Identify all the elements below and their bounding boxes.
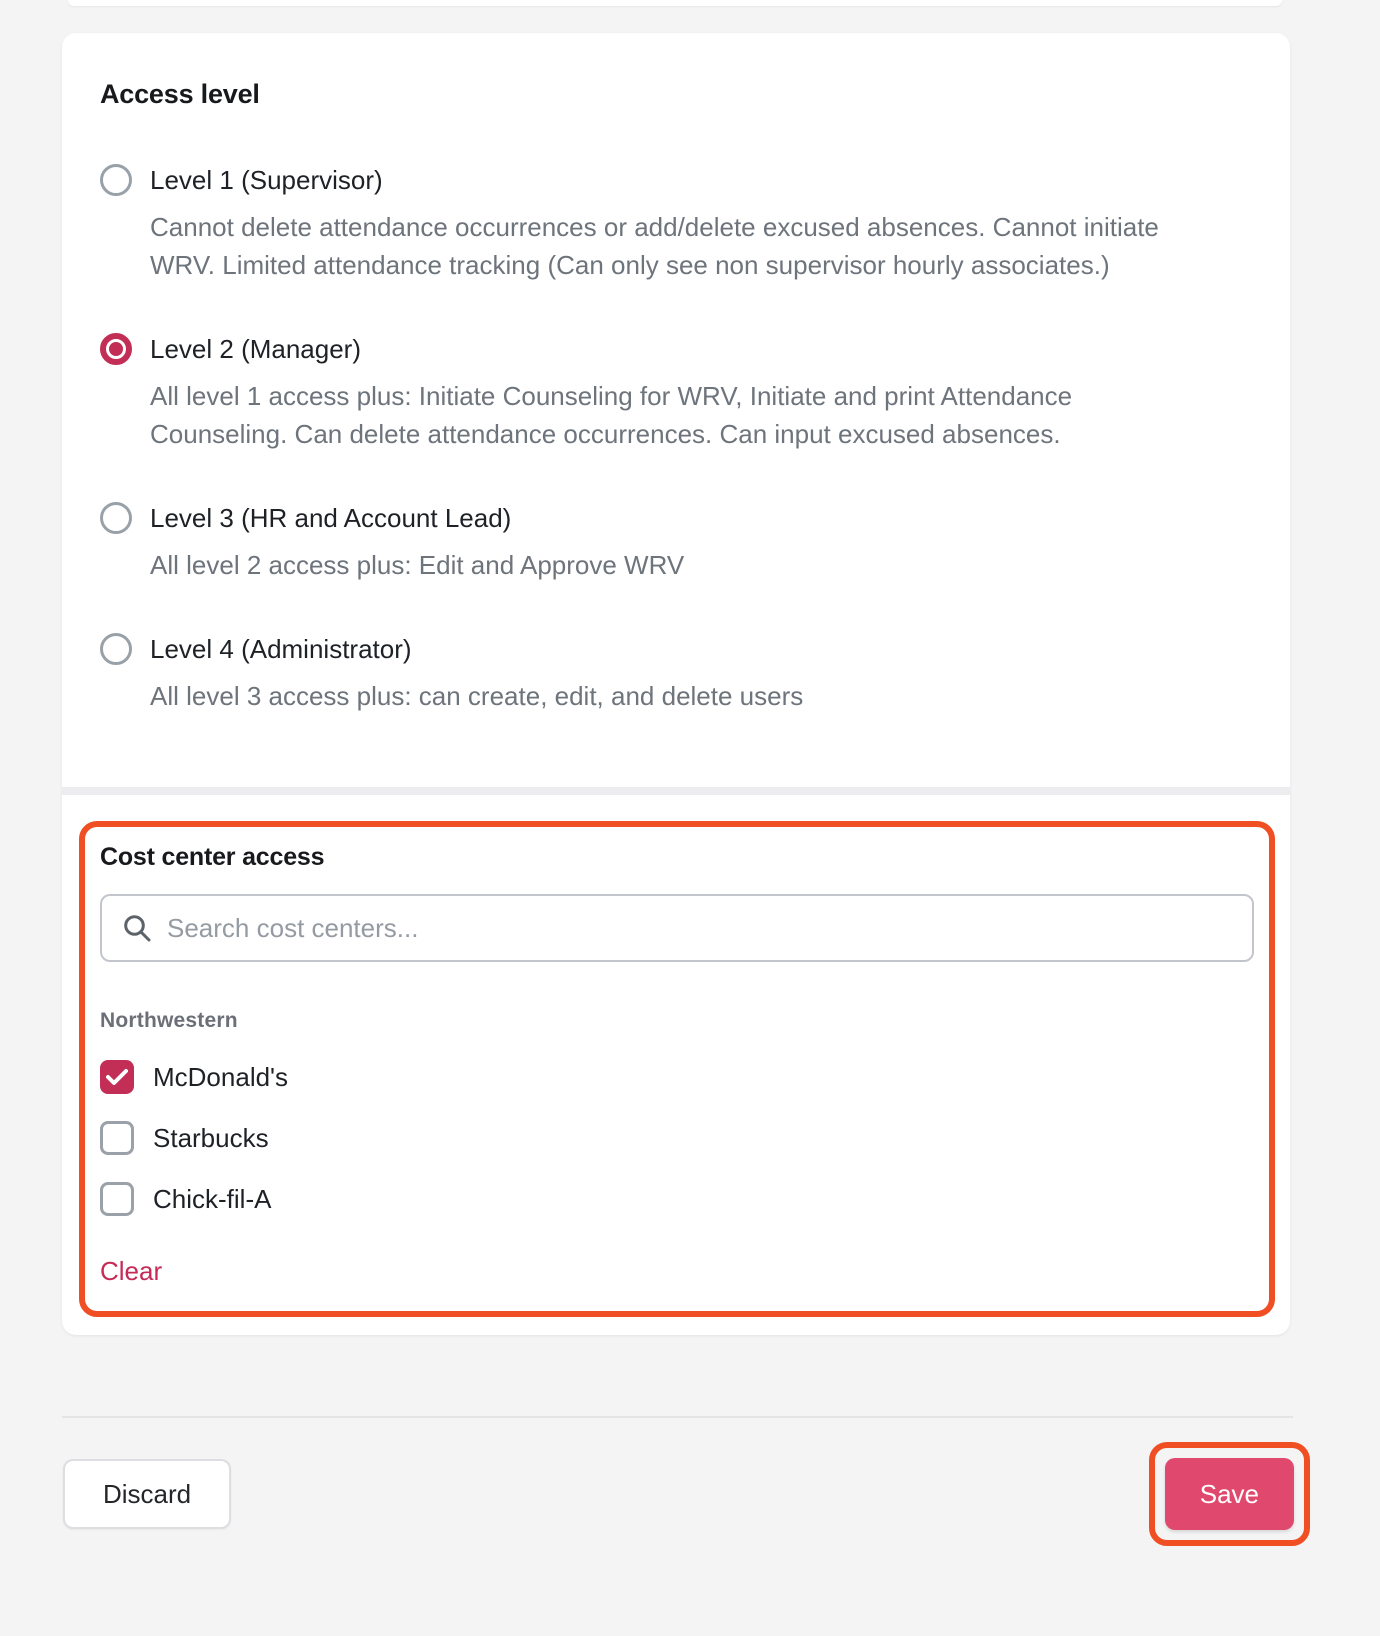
search-icon xyxy=(122,913,152,943)
save-button[interactable]: Save xyxy=(1165,1458,1294,1530)
previous-card-edge xyxy=(68,0,1282,6)
annotation-highlight-box xyxy=(79,821,1275,1317)
access-option-level4 xyxy=(100,633,1252,715)
cost-center-option-mcdonalds[interactable] xyxy=(100,1060,1254,1094)
checkbox-unchecked-icon[interactable] xyxy=(100,1121,134,1155)
access-option-level3 xyxy=(100,502,1252,584)
radio-button-icon[interactable] xyxy=(100,633,132,665)
checkbox-label: Chick-fil-A xyxy=(153,1183,272,1214)
radio-button-icon[interactable] xyxy=(100,164,132,196)
cost-center-group-label: Northwestern xyxy=(100,1009,238,1032)
checkbox-checked-icon[interactable] xyxy=(100,1060,134,1094)
access-option-level2 xyxy=(100,333,1252,453)
radio-option-description: All level 3 access plus: can create, edit, and delete users xyxy=(150,681,804,711)
radio-option-row[interactable] xyxy=(100,502,1252,534)
check-icon xyxy=(106,1068,128,1086)
radio-option-label: Level 2 (Manager) xyxy=(150,333,361,364)
radio-option-label: Level 3 (HR and Account Lead) xyxy=(150,502,512,533)
checkbox-label: Starbucks xyxy=(153,1122,269,1153)
annotation-highlight-ring xyxy=(1149,1442,1310,1546)
radio-option-label: Level 4 (Administrator) xyxy=(150,633,412,664)
radio-option-row[interactable] xyxy=(100,333,1252,365)
checkbox-label: McDonald's xyxy=(153,1061,289,1092)
cost-center-option-starbucks[interactable] xyxy=(100,1121,1254,1155)
access-level-section xyxy=(62,33,1290,787)
access-level-title: Access level xyxy=(100,79,260,109)
radio-option-description: Cannot delete attendance occurrences or add/delete excused absences. Cannot initiate WRV. Limited attendance tracking (Can only see non supervisor hourly associates.) xyxy=(150,212,1159,280)
checkbox-unchecked-icon[interactable] xyxy=(100,1182,134,1216)
radio-button-icon[interactable] xyxy=(100,502,132,534)
cost-center-section xyxy=(62,795,1290,1335)
search-input[interactable] xyxy=(167,896,1232,960)
radio-option-description: All level 1 access plus: Initiate Counseling for WRV, Initiate and print Attendance Counseling. Can delete attendance occurrences. Can input excused absences. xyxy=(150,381,1073,449)
radio-option-row[interactable] xyxy=(100,164,1252,196)
cost-center-title: Cost center access xyxy=(100,843,325,871)
radio-option-description: All level 2 access plus: Edit and Approve WRV xyxy=(150,550,685,580)
footer-divider xyxy=(62,1416,1293,1418)
clear-link[interactable]: Clear xyxy=(100,1256,163,1286)
cost-center-option-chickfila[interactable] xyxy=(100,1182,1254,1216)
radio-button-selected-icon[interactable] xyxy=(100,333,132,365)
search-field[interactable] xyxy=(100,894,1254,962)
access-option-level1 xyxy=(100,164,1252,284)
radio-option-row[interactable] xyxy=(100,633,1252,665)
discard-button[interactable]: Discard xyxy=(63,1459,231,1529)
radio-option-label: Level 1 (Supervisor) xyxy=(150,164,383,195)
footer-actions xyxy=(63,1442,1310,1546)
settings-card xyxy=(62,33,1290,1335)
section-divider xyxy=(62,787,1290,795)
